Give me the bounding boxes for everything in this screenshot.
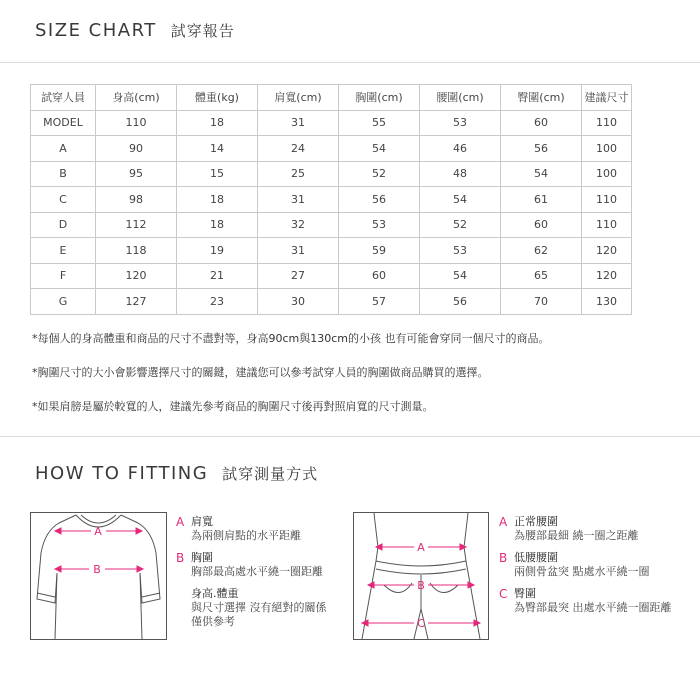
tester-name-cell: B [31,161,96,187]
header-cell: 腰圍(cm) [420,85,501,111]
table-row [31,110,632,136]
table-cell: 32 [258,212,339,238]
table-cell: 120 [96,263,177,289]
tester-name-cell: A [31,136,96,162]
table-cell: 14 [177,136,258,162]
legend-desc: 胸部最高處水平繞一圈距離 [191,565,323,578]
measure-label-a: A [94,525,102,538]
table-row [31,136,632,162]
legend-letter: B [176,551,185,565]
table-cell: 23 [177,289,258,315]
table-cell: 53 [420,238,501,264]
note-2: *胸圍尺寸的大小會影響選擇尺寸的關鍵，建議您可以參考試穿人員的胸圍做商品購買的選擇。 [32,366,489,379]
note-1: *每個人的身高體重和商品的尺寸不盡對等，身高90cm與130cm的小孩 也有可能會穿同一個尺寸的商品。 [32,332,550,345]
tester-name-cell: E [31,238,96,264]
table-row [31,187,632,213]
table-cell: 21 [177,263,258,289]
legend-title: 身高.體重 [191,587,239,600]
table-cell: 110 [96,110,177,136]
tester-name-cell: MODEL [31,110,96,136]
top-legend [176,515,327,637]
size-chart-subtitle: 試穿報告 [170,22,235,40]
top-garment-figure [30,512,167,640]
table-cell: 118 [96,238,177,264]
table-cell: 112 [96,212,177,238]
table-cell: 31 [258,110,339,136]
legend-title: 肩寬 [191,515,213,528]
tshirt-illustration [31,513,166,639]
bottom-garment-figure [353,512,489,640]
pants-illustration [354,513,488,639]
table-cell: 53 [339,212,420,238]
table-cell: 54 [420,187,501,213]
legend-item [499,551,672,579]
fitting-subtitle: 試穿測量方式 [222,465,319,483]
tester-name-cell: D [31,212,96,238]
bottom-legend [499,515,672,623]
table-cell: 19 [177,238,258,264]
table-cell: 52 [339,161,420,187]
table-cell: 27 [258,263,339,289]
legend-desc: 為腰部最細 繞一圈之距離 [514,529,639,542]
table-cell: 54 [501,161,582,187]
header-cell: 臀圍(cm) [501,85,582,111]
legend-desc: 兩側骨盆突 點處水平繞一圈 [514,565,650,578]
measure-label-b: B [93,563,101,576]
table-cell: 110 [582,110,632,136]
legend-title: 胸圍 [191,551,213,564]
table-cell: 46 [420,136,501,162]
tester-name-cell: C [31,187,96,213]
tester-name-cell: G [31,289,96,315]
table-cell: 130 [582,289,632,315]
legend-item [499,515,672,543]
table-cell: 90 [96,136,177,162]
legend-item [499,587,672,615]
table-cell: 61 [501,187,582,213]
table-cell: 62 [501,238,582,264]
table-cell: 65 [501,263,582,289]
legend-letter [176,587,191,629]
table-cell: 54 [339,136,420,162]
legend-letter: A [176,515,185,529]
table-cell: 120 [582,263,632,289]
table-cell: 70 [501,289,582,315]
table-cell: 53 [420,110,501,136]
note-3: *如果肩膀是屬於較寬的人，建議先參考商品的胸圍尺寸後再對照肩寬的尺寸測量。 [32,400,434,413]
table-cell: 56 [339,187,420,213]
table-cell: 31 [258,238,339,264]
table-cell: 95 [96,161,177,187]
legend-title: 臀圍 [514,587,536,600]
table-cell: 127 [96,289,177,315]
table-cell: 48 [420,161,501,187]
table-cell: 24 [258,136,339,162]
measure-label-b: B [417,579,425,592]
table-cell: 18 [177,187,258,213]
table-cell: 25 [258,161,339,187]
table-cell: 30 [258,289,339,315]
table-row [31,161,632,187]
table-cell: 110 [582,187,632,213]
table-cell: 55 [339,110,420,136]
legend-letter: A [499,515,508,529]
table-cell: 100 [582,136,632,162]
notes [32,332,550,434]
legend-desc: 為兩側肩點的水平距離 [191,529,301,542]
table-cell: 60 [501,212,582,238]
legend-desc: 僅供參考 [191,615,235,628]
header-cell: 胸圍(cm) [339,85,420,111]
legend-desc: 為臀部最突 出處水平繞一圈距離 [514,601,672,614]
legend-desc: 與尺寸選擇 沒有絕對的關係 [191,601,327,614]
table-cell: 100 [582,161,632,187]
legend-item [176,515,327,543]
legend-letter: B [499,551,508,565]
table-cell: 60 [339,263,420,289]
fitting-title: HOW TO FITTING [35,463,209,484]
table-cell: 120 [582,238,632,264]
table-row [31,212,632,238]
size-chart-title: SIZE CHART [35,20,157,41]
header-cell: 身高(cm) [96,85,177,111]
header-cell: 體重(kg) [177,85,258,111]
tester-name-cell: F [31,263,96,289]
table-cell: 60 [501,110,582,136]
table-row [31,238,632,264]
measure-label-a: A [417,541,425,554]
legend-letter: C [499,587,508,601]
table-row [31,263,632,289]
measure-label-c: C [417,617,425,630]
table-row [31,289,632,315]
header-cell: 試穿人員 [31,85,96,111]
header-cell: 肩寬(cm) [258,85,339,111]
table-cell: 98 [96,187,177,213]
legend-item [176,587,327,629]
table-header-row [31,85,632,111]
table-cell: 52 [420,212,501,238]
legend-title: 低腰腰圍 [514,551,558,564]
table-cell: 18 [177,110,258,136]
table-cell: 57 [339,289,420,315]
table-cell: 54 [420,263,501,289]
divider [0,436,700,437]
header-cell: 建議尺寸 [582,85,632,111]
table-cell: 59 [339,238,420,264]
divider [0,62,700,63]
table-cell: 15 [177,161,258,187]
fitting-heading [35,463,318,484]
legend-title: 正常腰圍 [514,515,558,528]
legend-item [176,551,327,579]
table-cell: 31 [258,187,339,213]
table-cell: 56 [501,136,582,162]
table-cell: 56 [420,289,501,315]
size-table [30,84,632,315]
size-chart-heading [35,20,235,41]
table-cell: 18 [177,212,258,238]
table-cell: 110 [582,212,632,238]
